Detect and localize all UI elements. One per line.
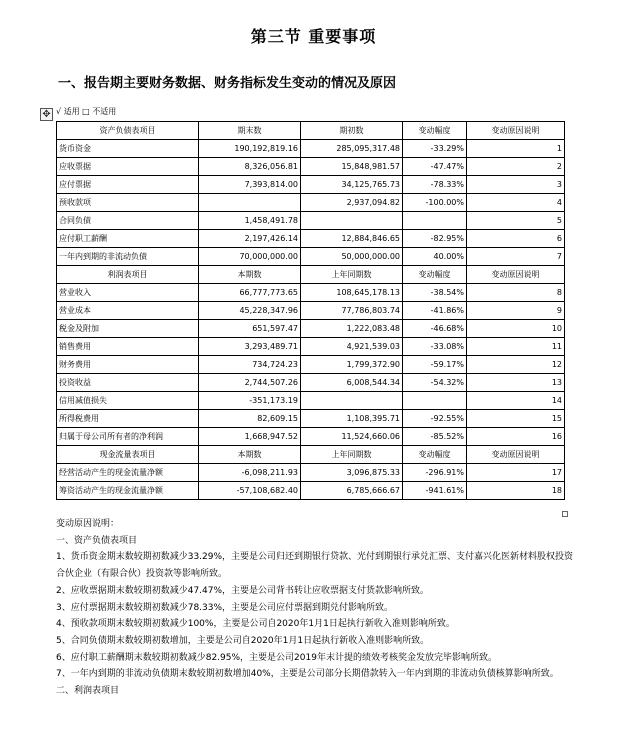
table-cell: -41.86% [403,302,467,320]
note-line: 二、利润表项目 [56,686,120,697]
table-row [57,356,565,374]
table-cell: 1,108,395.71 [301,410,403,428]
table-cell: -33.29% [403,140,467,158]
table-row [57,374,565,392]
table-cell: -351,173.19 [199,392,301,410]
table-cell [301,392,403,410]
table-cell: 7,393,814.00 [199,176,301,194]
table-cell: 70,000,000.00 [199,248,301,266]
table-header-cell: 变动原因说明 [467,122,565,140]
table-header-cell: 变动幅度 [403,446,467,464]
note-line: 7、一年内到期的非流动负债期末数较期初数增加40%，主要是公司部分长期借款转入一年内到期的非流动负债核算影响所致。 [56,669,559,680]
table-cell: 5 [467,212,565,230]
section-title: 第三节 重要事项 [250,27,377,46]
table-header-cell: 现金流量表项目 [57,446,199,464]
note-line: 1、货币资金期末数较期初数减少33.29%，主要是公司归还到期银行贷款、光付到期银行承兑汇票、支付嘉兴化医新材料股权投资合伙企业（有限合伙）投资款等影响所致。 [56,552,574,580]
table-cell: -82.95% [403,230,467,248]
table-cell: -46.68% [403,320,467,338]
note-line: 4、预收款项期末数较期初数减少100%，主要是公司自2020年1月1日起执行新收入准则影响所致。 [56,619,455,630]
table-cell: 82,609.15 [199,410,301,428]
table-cell: 合同负债 [57,212,199,230]
table-cell: 1,458,491.78 [199,212,301,230]
note-line: 6、应付职工薪酬期末数较期初数减少82.95%，主要是公司2019年末计提的绩效考核奖金发放完毕影响所致。 [56,652,497,663]
table-cell: 应付票据 [57,176,199,194]
table-header-cell: 上年同期数 [301,446,403,464]
table-row [57,392,565,410]
table-cell: -54.32% [403,374,467,392]
table-cell: 投资收益 [57,374,199,392]
table-cell: -47.47% [403,158,467,176]
table-cell: 6,785,666.67 [301,482,403,500]
change-reason-notes [56,516,576,700]
table-cell: 10 [467,320,565,338]
table-cell: 3,293,489.71 [199,338,301,356]
table-cell [403,392,467,410]
table-cell: 2 [467,158,565,176]
table-cell: -38.54% [403,284,467,302]
table-cell: -33.08% [403,338,467,356]
table-cell: 3,096,875.33 [301,464,403,482]
note-line: 5、合同负债期末数较期初数增加，主要是公司自2020年1月1日起执行新收入准则影响所致。 [56,635,430,646]
table-row [57,320,565,338]
table-cell: 应付职工薪酬 [57,230,199,248]
table-cell: -296.91% [403,464,467,482]
table-cell: 销售费用 [57,338,199,356]
table-row [57,410,565,428]
table-cell: 11,524,660.06 [301,428,403,446]
table-header-cell: 利润表项目 [57,266,199,284]
table-cell: 财务费用 [57,356,199,374]
table-cell: 651,597.47 [199,320,301,338]
table-header-cell: 变动原因说明 [467,266,565,284]
table-cell: 12 [467,356,565,374]
table-header-cell: 本期数 [199,446,301,464]
table-cell: 归属于母公司所有者的净利润 [57,428,199,446]
table-cell: 16 [467,428,565,446]
table-cell: 6,008,544.34 [301,374,403,392]
table-cell: 筹资活动产生的现金流量净额 [57,482,199,500]
table-header-cell: 资产负债表项目 [57,122,199,140]
table-cell: 1 [467,140,565,158]
table-cell: 7 [467,248,565,266]
table-cell [403,212,467,230]
table-cell: 12,884,846.65 [301,230,403,248]
table-row [57,140,565,158]
table-cell: 15 [467,410,565,428]
table-cell: 2,197,426.14 [199,230,301,248]
table-cell: -100.00% [403,194,467,212]
table-row [57,302,565,320]
table-row [57,176,565,194]
table-cell: 6 [467,230,565,248]
table-cell: 50,000,000.00 [301,248,403,266]
table-cell: 108,645,178.13 [301,284,403,302]
table-cell: 营业成本 [57,302,199,320]
table-cell [199,194,301,212]
table-cell: -78.33% [403,176,467,194]
move-cross-icon[interactable]: ✥ [40,108,53,121]
table-cell: 3 [467,176,565,194]
table-cell: 9 [467,302,565,320]
table-row [57,482,565,500]
table-cell: -92.55% [403,410,467,428]
table-cell: 1,668,947.52 [199,428,301,446]
table-cell: 77,786,803.74 [301,302,403,320]
table-row [57,212,565,230]
table-header-row [57,446,565,464]
report-heading: 一、报告期主要财务数据、财务指标发生变动的情况及原因 [58,76,397,91]
table-cell: 2,744,507.26 [199,374,301,392]
table-cell: -59.17% [403,356,467,374]
table-row [57,284,565,302]
table-header-cell: 上年同期数 [301,266,403,284]
table-row [57,428,565,446]
table-cell: 1,222,083.48 [301,320,403,338]
table-cell: -57,108,682.40 [199,482,301,500]
table-cell: 应收票据 [57,158,199,176]
table-cell: 11 [467,338,565,356]
table-cell: 45,228,347.96 [199,302,301,320]
note-line: 3、应付票据期末数较期初数减少78.33%，主要是公司应付票据到期兑付影响所致。 [56,602,394,613]
table-header-cell: 期末数 [199,122,301,140]
table-header-cell: 期初数 [301,122,403,140]
table-cell: 15,848,981.57 [301,158,403,176]
table-cell: 信用减值损失 [57,392,199,410]
table-row [57,248,565,266]
table-header-row [57,266,565,284]
table-cell: 4 [467,194,565,212]
table-cell [301,212,403,230]
table-row [57,464,565,482]
table-cell: 40.00% [403,248,467,266]
table-row [57,230,565,248]
financial-changes-table [56,121,565,500]
table-cell: 经营活动产生的现金流量净额 [57,464,199,482]
table-header-cell: 变动幅度 [403,266,467,284]
table-cell: 285,095,317.48 [301,140,403,158]
table-cell: 734,724.23 [199,356,301,374]
table-header-cell: 变动幅度 [403,122,467,140]
table-cell: 13 [467,374,565,392]
table-row [57,194,565,212]
table-cell: 营业收入 [57,284,199,302]
table-row [57,338,565,356]
table-cell: 1,799,372.90 [301,356,403,374]
table-cell: 所得税费用 [57,410,199,428]
table-cell: 18 [467,482,565,500]
applicability-checkbox-label: √ 适用 □ 不适用 [56,107,117,116]
table-cell: 税金及附加 [57,320,199,338]
table-header-cell: 本期数 [199,266,301,284]
note-line: 2、应收票据期末数较期初数减少47.47%，主要是公司背书转让应收票据支付货款影响所致。 [56,585,430,596]
table-cell: -85.52% [403,428,467,446]
table-cell: 8,326,056.81 [199,158,301,176]
table-cell: 预收款项 [57,194,199,212]
table-cell: -941.61% [403,482,467,500]
table-row [57,158,565,176]
table-cell: 4,921,539.03 [301,338,403,356]
table-cell: 8 [467,284,565,302]
table-header-cell: 变动原因说明 [467,446,565,464]
table-cell: -6,098,211.93 [199,464,301,482]
note-line: 变动原因说明： [56,519,120,529]
table-cell: 2,937,094.82 [301,194,403,212]
table-header-row [57,122,565,140]
note-line: 一、资产负债表项目 [56,535,138,546]
table-cell: 34,125,765.73 [301,176,403,194]
table-cell: 66,777,773.65 [199,284,301,302]
table-cell: 14 [467,392,565,410]
table-cell: 17 [467,464,565,482]
table-cell: 货币资金 [57,140,199,158]
table-cell: 190,192,819.16 [199,140,301,158]
table-cell: 一年内到期的非流动负债 [57,248,199,266]
